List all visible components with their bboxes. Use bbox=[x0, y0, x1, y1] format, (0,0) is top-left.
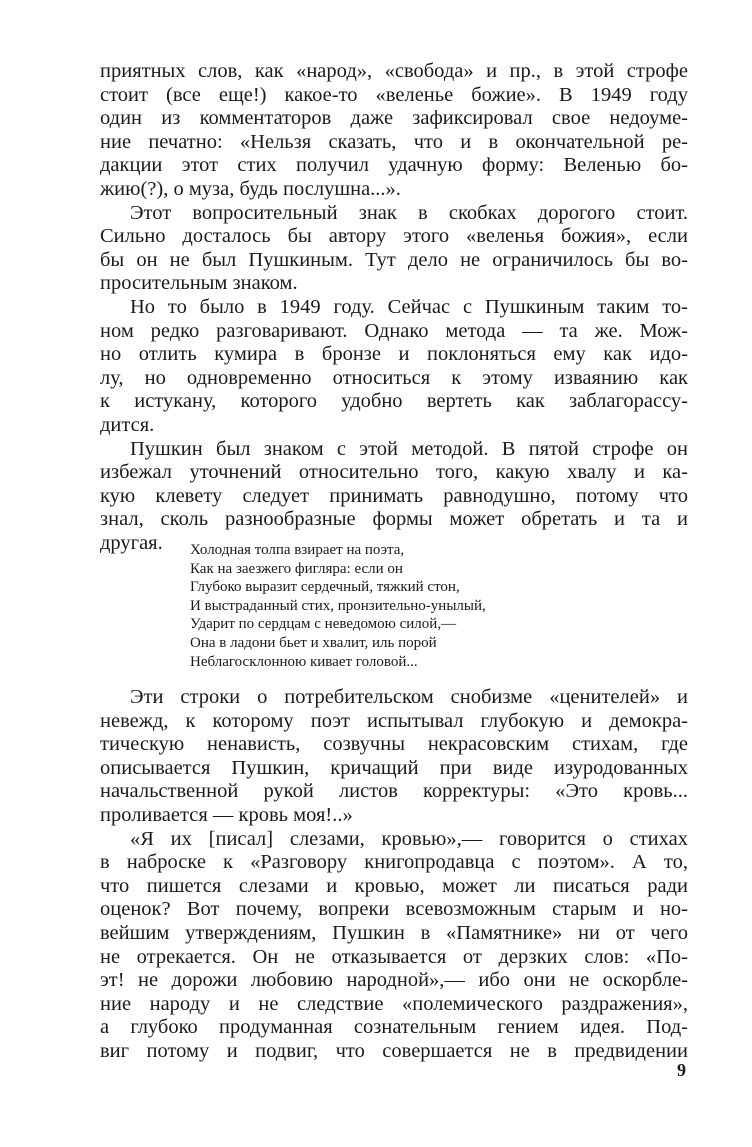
text-block-upper bbox=[100, 60, 688, 555]
poem-quote bbox=[190, 541, 610, 671]
text-line: кую клевету следует принимать равнодушно, потому что bbox=[100, 484, 688, 507]
text-line: эт! не дорожи любовию народной»,— ибо они не оскорбле- bbox=[100, 969, 688, 992]
poem-line: Неблагосклонною кивает головой... bbox=[190, 653, 418, 670]
text-line: бы он не был Пушкиным. Тут дело не ограничилось бы во- bbox=[100, 248, 688, 271]
poem-line: Как на заезжего фигляра: если он bbox=[190, 560, 403, 577]
text-line: другая. bbox=[100, 531, 163, 554]
poem-line: Холодная толпа взирает на поэта, bbox=[190, 542, 405, 558]
text-line: проливается — кровь моя!..» bbox=[100, 803, 353, 826]
page-number: 9 bbox=[677, 1060, 686, 1080]
text-line: стоит (все еще!) какое-то «веленье божие». В 1949 году bbox=[100, 83, 688, 106]
text-line: к истукану, которого удобно вертеть как заблагорассу- bbox=[100, 390, 688, 413]
text-line: Этот вопросительный знак в скобках дорогого стоит. bbox=[130, 201, 688, 224]
text-line: один из комментаторов даже зафиксировал свое недоуме- bbox=[100, 107, 688, 130]
text-line: приятных слов, как «народ», «свобода» и пр., в этой строфе bbox=[100, 60, 688, 82]
text-line: лу, но одновременно относиться к этому изваянию как bbox=[100, 366, 688, 389]
poem-line: Она в ладони бьет и хвалит, иль порой bbox=[190, 634, 437, 651]
text-line: ние печатно: «Нельзя сказать, что и в окончательной ре- bbox=[100, 130, 688, 153]
text-line: знал, сколь разнообразные формы может обретать и та и bbox=[100, 508, 688, 531]
text-line: начальственной рукой листов корректуры: «Это кровь... bbox=[100, 780, 688, 803]
poem-line: Ударит по сердцам с неведомою силой,— bbox=[190, 616, 457, 633]
text-line: Сильно досталось бы автору этого «веленья божия», если bbox=[100, 225, 688, 248]
text-line: жию(?), о муза, будь послушна...». bbox=[100, 177, 401, 200]
text-line: тическую ненависть, созвучны некрасовским стихам, где bbox=[100, 733, 688, 756]
text-line: дится. bbox=[100, 413, 155, 436]
text-line: в наброске к «Разговору книгопродавца с поэтом». А то, bbox=[100, 851, 688, 874]
text-line: оценок? Вот почему, вопреки всевозможным старым и но- bbox=[100, 898, 688, 921]
text-line: невежд, к которому поэт испытывал глубокую и демокра- bbox=[100, 709, 688, 732]
text-line: просительным знаком. bbox=[100, 272, 298, 295]
text-line: не отрекается. Он не отказывается от дерзких слов: «По- bbox=[100, 945, 688, 968]
text-line: что пишется слезами и кровью, может ли писаться ради bbox=[100, 874, 688, 897]
text-line: дакции этот стих получил удачную форму: Веленью бо- bbox=[100, 154, 688, 177]
poem-line: Глубоко выразит сердечный, тяжкий стон, bbox=[190, 579, 460, 596]
text-line: Эти строки о потребительском снобизме «ценителей» и bbox=[130, 686, 688, 708]
text-block-lower bbox=[100, 686, 688, 1064]
text-line: Пушкин был знаком с этой методой. В пятой строфе он bbox=[130, 437, 688, 460]
text-line: «Я их [писал] слезами, кровью»,— говорится о стихах bbox=[130, 827, 688, 850]
text-line: Но то было в 1949 году. Сейчас с Пушкиным таким то- bbox=[130, 295, 688, 318]
text-line: вейшим утверждениям, Пушкин в «Памятнике» ни от чего bbox=[100, 921, 688, 944]
text-line: но отлить кумира в бронзе и поклоняться ему как идо- bbox=[100, 343, 688, 366]
text-line: описывается Пушкин, кричащий при виде изуродованных bbox=[100, 756, 688, 779]
text-line: а глубоко продуманная сознательным гением идея. Под- bbox=[100, 1016, 688, 1039]
poem-line: И выстраданный стих, пронзительно-унылый, bbox=[190, 597, 486, 614]
text-line: избежал уточнений относительно того, какую хвалу и ка- bbox=[100, 461, 688, 484]
text-line: ном редко разговаривают. Однако метода — та же. Мож- bbox=[100, 319, 688, 342]
text-line: виг потому и подвиг, что совершается не в предвидении bbox=[100, 1039, 688, 1062]
text-line: ние народу и не следствие «полемического раздражения», bbox=[100, 992, 688, 1015]
